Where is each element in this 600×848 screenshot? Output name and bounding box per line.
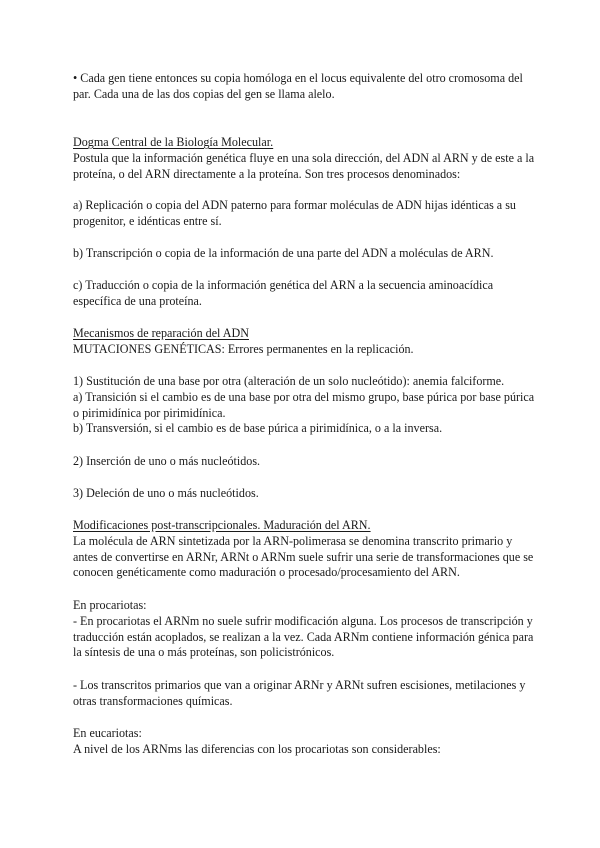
repair-item-1: 1) Sustitución de una base por otra (alteración de un solo nucleótido): anemia falciforme. (73, 374, 505, 388)
dogma-section (73, 135, 535, 182)
repair-subtitle: MUTACIONES GENÉTICAS: Errores permanentes en la replicación. (73, 341, 414, 356)
dogma-heading: Dogma Central de la Biología Molecular. (73, 135, 274, 149)
prokaryotes-item-2 (73, 678, 535, 710)
repair-item-3-text: 3) Deleción de uno o más nucleótidos. (73, 486, 259, 500)
dogma-item-b-text: b) Transcripción o copia de la información de una parte del ADN a moléculas de ARN. (73, 246, 494, 260)
eukaryotes-group (73, 726, 535, 758)
repair-item-2 (73, 454, 535, 470)
intro-text: • Cada gen tiene entonces su copia homóloga en el locus equivalente del otro cromosoma del par. Cada una de las dos copias del gen se llama alelo. (73, 71, 523, 101)
repair-section (73, 326, 535, 358)
eukaryotes-body: A nivel de los ARNms las diferencias con los procariotas son considerables: (73, 741, 441, 756)
dogma-body: Postula que la información genética fluye en una sola dirección, del ADN al ARN y de este a la proteína, o del ARN directamente a la proteína. Son tres procesos denominados: (73, 150, 535, 181)
dogma-item-a-text: a) Replicación o copia del ADN paterno para formar moléculas de ADN hijas idénticas a su progenitor, e idénticas entre sí. (73, 198, 516, 228)
modifications-heading: Modificaciones post-transcripcionales. Maduración del ARN. (73, 518, 371, 532)
modifications-body: La molécula de ARN sintetizada por la ARN-polimerasa se denomina transcrito primario y antes de convertirse en ARNr, ARNt o ARNm suele sufrir una serie de transformaciones que se conocen genéticamente como maduración o procesado/procesamiento del ARN. (73, 533, 534, 580)
prokaryotes-item-2-text: - Los transcritos primarios que van a originar ARNr y ARNt sufren escisiones, metilaciones y otras transformaciones químicas. (73, 678, 526, 708)
repair-item-3 (73, 486, 535, 502)
repair-item-1b: b) Transversión, si el cambio es de base púrica a pirimidínica, o a la inversa. (73, 421, 443, 436)
intro-paragraph (73, 71, 535, 103)
dogma-item-c-text: c) Traducción o copia de la información genética del ARN a la secuencia aminoacídica específica de una proteína. (73, 278, 494, 308)
repair-item-1-group (73, 374, 535, 437)
repair-heading: Mecanismos de reparación del ADN (73, 326, 249, 340)
dogma-item-c (73, 278, 535, 310)
modifications-section (73, 518, 535, 581)
dogma-item-a (73, 198, 535, 230)
repair-item-1a: a) Transición si el cambio es de una base por otra del mismo grupo, base púrica por base púrica o pirimidínica por pirimidínica. (73, 389, 535, 420)
prokaryotes-item-1: - En procariotas el ARNm no suele sufrir modificación alguna. Los procesos de transcripción y traducción están acoplados, se realizan a la vez. Cada ARNm contiene información génica para la síntesis de una o más proteínas, son policistrónicos. (73, 613, 534, 660)
dogma-item-b (73, 246, 535, 262)
prokaryotes-group (73, 598, 535, 661)
prokaryotes-label: En procariotas: (73, 598, 147, 612)
repair-item-2-text: 2) Inserción de uno o más nucleótidos. (73, 454, 261, 468)
eukaryotes-label: En eucariotas: (73, 726, 142, 740)
